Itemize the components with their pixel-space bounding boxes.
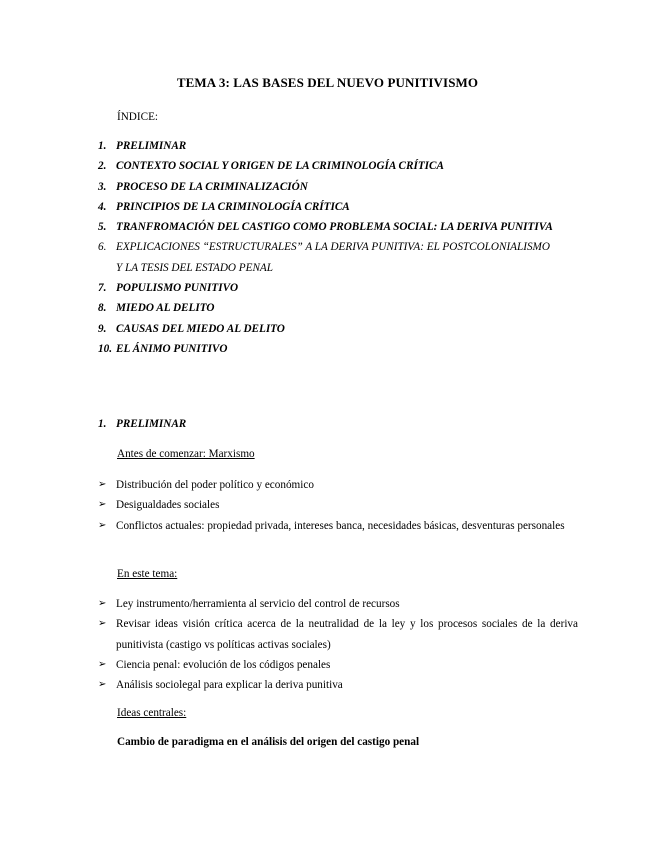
arrow-bullet-icon: ➢ bbox=[98, 618, 107, 630]
toc-number: 7. bbox=[98, 282, 107, 295]
toc-text: POPULISMO PUNITIVO bbox=[116, 282, 239, 295]
toc-item bbox=[98, 339, 558, 359]
document-title: TEMA 3: LAS BASES DEL NUEVO PUNITIVISMO bbox=[176, 75, 479, 90]
list-item bbox=[98, 475, 578, 495]
list-item bbox=[98, 495, 578, 515]
toc-item bbox=[98, 197, 558, 217]
index-label: ÍNDICE: bbox=[117, 111, 159, 123]
toc-number: 1. bbox=[98, 140, 107, 152]
toc-item bbox=[98, 278, 558, 298]
theme-label: En este tema: bbox=[117, 568, 178, 580]
toc-number: 4. bbox=[98, 200, 107, 213]
list-item bbox=[98, 675, 578, 695]
toc-number: 6. bbox=[98, 241, 107, 254]
toc-item bbox=[98, 298, 558, 318]
arrow-bullet-icon: ➢ bbox=[98, 658, 107, 670]
section-title: PRELIMINAR bbox=[116, 418, 187, 430]
toc-number: 3. bbox=[98, 180, 107, 193]
toc-number: 8. bbox=[98, 302, 107, 315]
list-item bbox=[98, 614, 578, 655]
list-item-text: Ciencia penal: evolución de los códigos penales bbox=[116, 658, 331, 671]
toc-item bbox=[98, 156, 558, 176]
toc-text: TRANFROMACIÓN DEL CASTIGO COMO PROBLEMA SOCIAL: LA DERIVA PUNITIVA bbox=[116, 221, 553, 234]
arrow-bullet-icon: ➢ bbox=[98, 679, 107, 691]
list-item bbox=[98, 655, 578, 675]
toc-number: 10. bbox=[98, 342, 112, 355]
list-item bbox=[98, 516, 578, 536]
theme-list bbox=[98, 594, 578, 695]
toc-item bbox=[98, 177, 558, 197]
toc-text: PRINCIPIOS DE LA CRIMINOLOGÍA CRÍTICA bbox=[116, 200, 350, 213]
before-list bbox=[98, 475, 578, 536]
toc-text: PROCESO DE LA CRIMINALIZACIÓN bbox=[116, 180, 308, 193]
toc-item bbox=[98, 319, 558, 339]
list-item-text: Distribución del poder político y económico bbox=[116, 479, 314, 491]
list-item-text: Análisis sociolegal para explicar la deriva punitiva bbox=[116, 679, 343, 692]
list-item bbox=[98, 594, 578, 614]
list-item-text: Desigualdades sociales bbox=[116, 499, 220, 512]
toc-item bbox=[98, 217, 558, 237]
toc-text: CONTEXTO SOCIAL Y ORIGEN DE LA CRIMINOLOGÍA CRÍTICA bbox=[116, 160, 444, 173]
arrow-bullet-icon: ➢ bbox=[98, 499, 107, 511]
toc-text: EL ÁNIMO PUNITIVO bbox=[116, 342, 228, 355]
arrow-bullet-icon: ➢ bbox=[98, 479, 107, 490]
table-of-contents bbox=[98, 136, 558, 359]
arrow-bullet-icon: ➢ bbox=[98, 598, 107, 609]
toc-item bbox=[98, 136, 558, 156]
toc-text: MIEDO AL DELITO bbox=[116, 302, 215, 315]
toc-text: CAUSAS DEL MIEDO AL DELITO bbox=[116, 322, 285, 335]
toc-item bbox=[98, 237, 558, 278]
ideas-label: Ideas centrales: bbox=[117, 707, 187, 719]
before-label: Antes de comenzar: Marxismo bbox=[117, 448, 255, 460]
section-number: 1. bbox=[98, 418, 107, 430]
toc-number: 5. bbox=[98, 221, 107, 234]
section-heading bbox=[98, 418, 186, 430]
list-item-text: Revisar ideas visión crítica acerca de la neutralidad de la ley y los procesos sociales de la deriva punitivista (castigo vs políticas activas sociales) bbox=[116, 618, 578, 651]
list-item-text: Ley instrumento/herramienta al servicio del control de recursos bbox=[116, 598, 400, 610]
toc-number: 2. bbox=[98, 160, 107, 173]
toc-text: PRELIMINAR bbox=[116, 140, 187, 152]
arrow-bullet-icon: ➢ bbox=[98, 519, 107, 531]
list-item-text: Conflictos actuales: propiedad privada, intereses banca, necesidades básicas, desventuras personales bbox=[116, 519, 565, 532]
toc-text: EXPLICACIONES “ESTRUCTURALES” A LA DERIVA PUNITIVA: EL POSTCOLONIALISMO Y LA TESIS DEL ESTADO PENAL bbox=[116, 241, 550, 274]
closing-statement: Cambio de paradigma en el análisis del origen del castigo penal bbox=[117, 736, 420, 748]
toc-number: 9. bbox=[98, 322, 107, 335]
